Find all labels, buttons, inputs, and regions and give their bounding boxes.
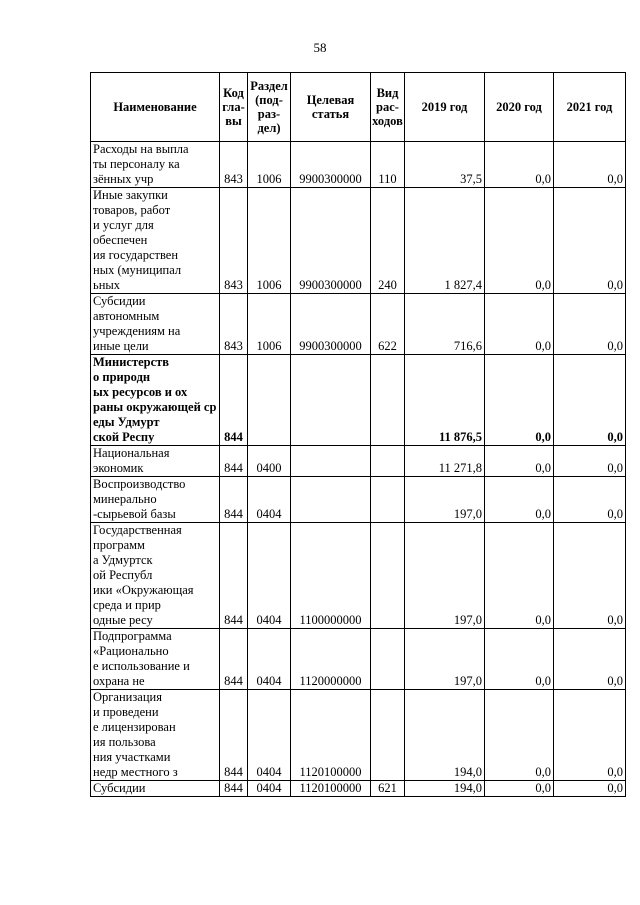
cell-code: 844: [220, 629, 248, 690]
cell-target: 1100000000: [291, 523, 371, 629]
cell-code: 844: [220, 781, 248, 797]
cell-y2019: 11 876,5: [405, 355, 485, 446]
cell-y2021: 0,0: [554, 629, 626, 690]
cell-y2021: 0,0: [554, 294, 626, 355]
header-target: Целевая статья: [291, 73, 371, 142]
cell-y2020: 0,0: [485, 629, 554, 690]
cell-section: 1006: [248, 188, 291, 294]
cell-vid: 622: [371, 294, 405, 355]
cell-name: Министерств о природн ых ресурсов и ох раны окружающей ср еды Удмурт ской Респу: [91, 355, 220, 446]
cell-y2021: 0,0: [554, 355, 626, 446]
cell-vid: 110: [371, 142, 405, 188]
cell-code: 843: [220, 188, 248, 294]
table-row: [91, 142, 626, 188]
cell-y2020: 0,0: [485, 446, 554, 477]
header-2019: 2019 год: [405, 73, 485, 142]
cell-section: 0404: [248, 781, 291, 797]
cell-vid: [371, 446, 405, 477]
cell-section: 0404: [248, 523, 291, 629]
cell-y2020: 0,0: [485, 355, 554, 446]
cell-y2019: 1 827,4: [405, 188, 485, 294]
cell-y2020: 0,0: [485, 477, 554, 523]
table-row: [91, 629, 626, 690]
header-2020: 2020 год: [485, 73, 554, 142]
table-row: [91, 523, 626, 629]
cell-code: 843: [220, 142, 248, 188]
cell-y2019: 197,0: [405, 523, 485, 629]
cell-target: 1120000000: [291, 629, 371, 690]
cell-y2019: 197,0: [405, 477, 485, 523]
table-row: [91, 690, 626, 781]
cell-name: Иные закупки товаров, работ и услуг для обеспечен ия государствен ных (муниципал ьных: [91, 188, 220, 294]
cell-section: 0400: [248, 446, 291, 477]
page-number: 58: [313, 40, 327, 55]
cell-target: [291, 446, 371, 477]
cell-vid: [371, 477, 405, 523]
cell-name: Субсидии автономным учреждениям на иные цели: [91, 294, 220, 355]
cell-code: 843: [220, 294, 248, 355]
cell-target: [291, 355, 371, 446]
cell-target: 9900300000: [291, 142, 371, 188]
cell-y2019: 716,6: [405, 294, 485, 355]
table-row: [91, 188, 626, 294]
table-row: [91, 294, 626, 355]
cell-y2020: 0,0: [485, 523, 554, 629]
cell-section: 0404: [248, 477, 291, 523]
cell-vid: [371, 629, 405, 690]
cell-code: 844: [220, 690, 248, 781]
cell-y2020: 0,0: [485, 188, 554, 294]
cell-target: 1120100000: [291, 781, 371, 797]
cell-code: 844: [220, 446, 248, 477]
cell-name: Государственная программ а Удмуртск ой Республ ики «Окружающая среда и прир одные ресу: [91, 523, 220, 629]
cell-y2019: 194,0: [405, 781, 485, 797]
cell-y2021: 0,0: [554, 781, 626, 797]
cell-section: 0404: [248, 629, 291, 690]
cell-y2020: 0,0: [485, 781, 554, 797]
cell-section: 0404: [248, 690, 291, 781]
cell-target: [291, 477, 371, 523]
cell-target: 1120100000: [291, 690, 371, 781]
cell-y2021: 0,0: [554, 523, 626, 629]
table-row: [91, 781, 626, 797]
budget-table: [90, 72, 626, 797]
table-header-row: [91, 73, 626, 142]
cell-vid: 240: [371, 188, 405, 294]
cell-y2021: 0,0: [554, 446, 626, 477]
cell-code: 844: [220, 355, 248, 446]
cell-vid: [371, 523, 405, 629]
cell-y2019: 11 271,8: [405, 446, 485, 477]
cell-y2020: 0,0: [485, 294, 554, 355]
header-code: Код гла-вы: [220, 73, 248, 142]
cell-code: 844: [220, 523, 248, 629]
cell-y2021: 0,0: [554, 142, 626, 188]
cell-name: Подпрограмма «Рационально е использование и охрана не: [91, 629, 220, 690]
cell-target: 9900300000: [291, 294, 371, 355]
table-row: [91, 446, 626, 477]
cell-y2019: 37,5: [405, 142, 485, 188]
cell-y2021: 0,0: [554, 690, 626, 781]
cell-name: Национальная экономик: [91, 446, 220, 477]
cell-name: Воспроизводство минерально -сырьевой базы: [91, 477, 220, 523]
cell-vid: 621: [371, 781, 405, 797]
table-row: [91, 477, 626, 523]
cell-y2020: 0,0: [485, 142, 554, 188]
cell-y2020: 0,0: [485, 690, 554, 781]
header-name: Наименование: [91, 73, 220, 142]
cell-section: [248, 355, 291, 446]
cell-name: Организация и проведени е лицензирован ия пользова ния участками недр местного з: [91, 690, 220, 781]
cell-section: 1006: [248, 294, 291, 355]
cell-y2019: 197,0: [405, 629, 485, 690]
cell-name: Расходы на выпла ты персоналу ка зённых учр: [91, 142, 220, 188]
cell-target: 9900300000: [291, 188, 371, 294]
cell-code: 844: [220, 477, 248, 523]
header-2021: 2021 год: [554, 73, 626, 142]
cell-section: 1006: [248, 142, 291, 188]
table-row: [91, 355, 626, 446]
cell-y2021: 0,0: [554, 477, 626, 523]
cell-y2019: 194,0: [405, 690, 485, 781]
cell-vid: [371, 690, 405, 781]
header-vid: Вид рас-ходов: [371, 73, 405, 142]
cell-y2021: 0,0: [554, 188, 626, 294]
cell-vid: [371, 355, 405, 446]
cell-name: Субсидии: [91, 781, 220, 797]
header-section: Раздел (под-раз-дел): [248, 73, 291, 142]
